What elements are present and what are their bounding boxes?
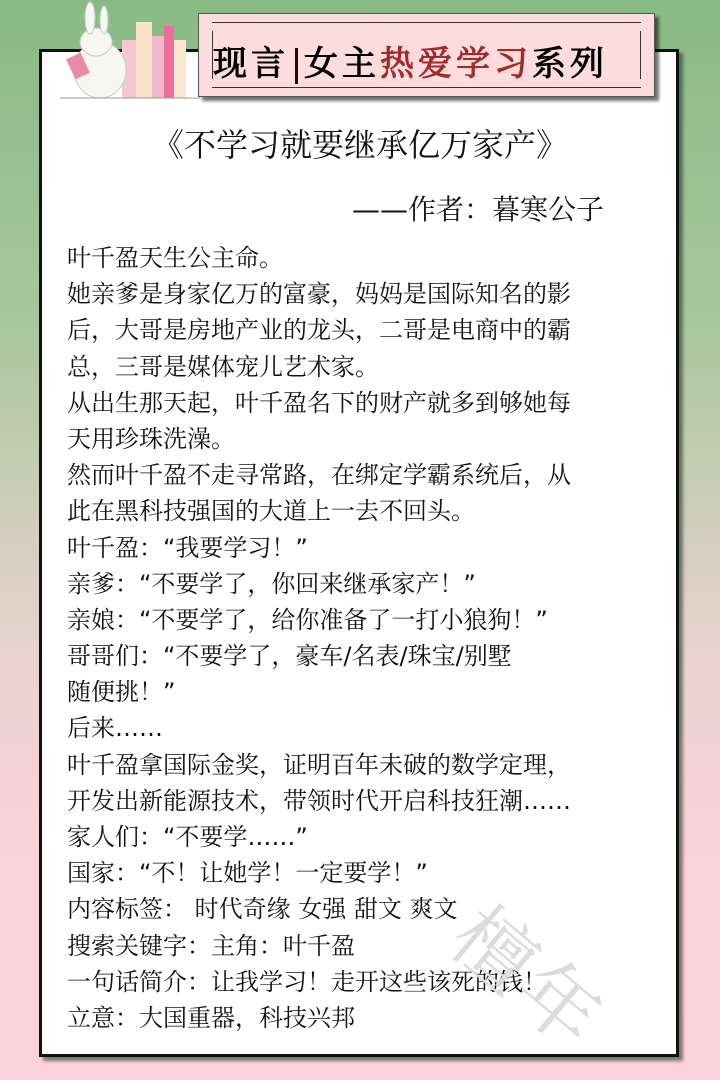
synopsis-line: 总，三哥是媒体宠儿艺术家。 <box>67 352 379 381</box>
book-author: ——作者：暮寒公子 <box>352 193 605 226</box>
synopsis-line: 后，大哥是房地产业的龙头，二哥是电商中的霸 <box>67 316 571 345</box>
synopsis-line: 此在黑科技强国的大道上一去不回头。 <box>67 497 475 526</box>
banner-text-1: 女主 <box>304 44 380 84</box>
synopsis-line: 亲爹：“不要学了，你回来继承家产！” <box>67 569 476 598</box>
synopsis-line: 内容标签： 时代奇缘 女强 甜文 爽文 <box>67 895 458 924</box>
banner-divider <box>295 48 298 84</box>
synopsis-text <box>67 240 667 1036</box>
series-banner <box>198 13 655 97</box>
synopsis-line: 她亲爹是身家亿万的富豪，妈妈是国际知名的影 <box>67 280 571 309</box>
synopsis-line: 叶千盈天生公主命。 <box>67 244 283 272</box>
synopsis-line: 后来…… <box>67 714 163 743</box>
synopsis-line: 哥哥们：“不要学了，豪车/名表/珠宝/别墅 <box>67 642 512 671</box>
synopsis-line: 天用珍珠洗澡。 <box>67 424 235 453</box>
book-title: 《不学习就要继承亿万家产》 <box>151 126 568 164</box>
synopsis-line: 亲娘：“不要学了，给你准备了一打小狼狗！” <box>67 605 548 634</box>
banner-text-2: 系列 <box>532 44 608 84</box>
synopsis-line: 然而叶千盈不走寻常路，在绑定学霸系统后，从 <box>67 461 571 490</box>
synopsis-line: 家人们：“不要学……” <box>67 823 308 851</box>
banner-genre: 现言 <box>213 44 289 84</box>
synopsis-line: 一句话简介：让我学习！走开这些该死的钱！ <box>67 967 547 996</box>
banner-highlight: 热爱学习 <box>380 44 532 84</box>
synopsis-line: 立意：大国重器，科技兴邦 <box>67 1003 355 1032</box>
bunny-books-illustration <box>60 0 200 100</box>
synopsis-line: 开发出新能源技术，带领时代开启科技狂潮…… <box>67 786 571 815</box>
synopsis-line: 叶千盈：“我要学习！” <box>67 533 308 562</box>
banner-title <box>213 36 608 85</box>
synopsis-line: 随便挑！” <box>67 678 176 707</box>
watermark: 檀年 <box>433 888 623 1069</box>
synopsis-line: 国家：“不！让她学！一定要学！” <box>67 859 428 888</box>
synopsis-line: 搜索关键字：主角：叶千盈 <box>67 931 355 960</box>
synopsis-line: 从出生那天起，叶千盈名下的财产就多到够她每 <box>67 388 571 417</box>
synopsis-line: 叶千盈拿国际金奖，证明百年未破的数学定理， <box>67 750 571 779</box>
